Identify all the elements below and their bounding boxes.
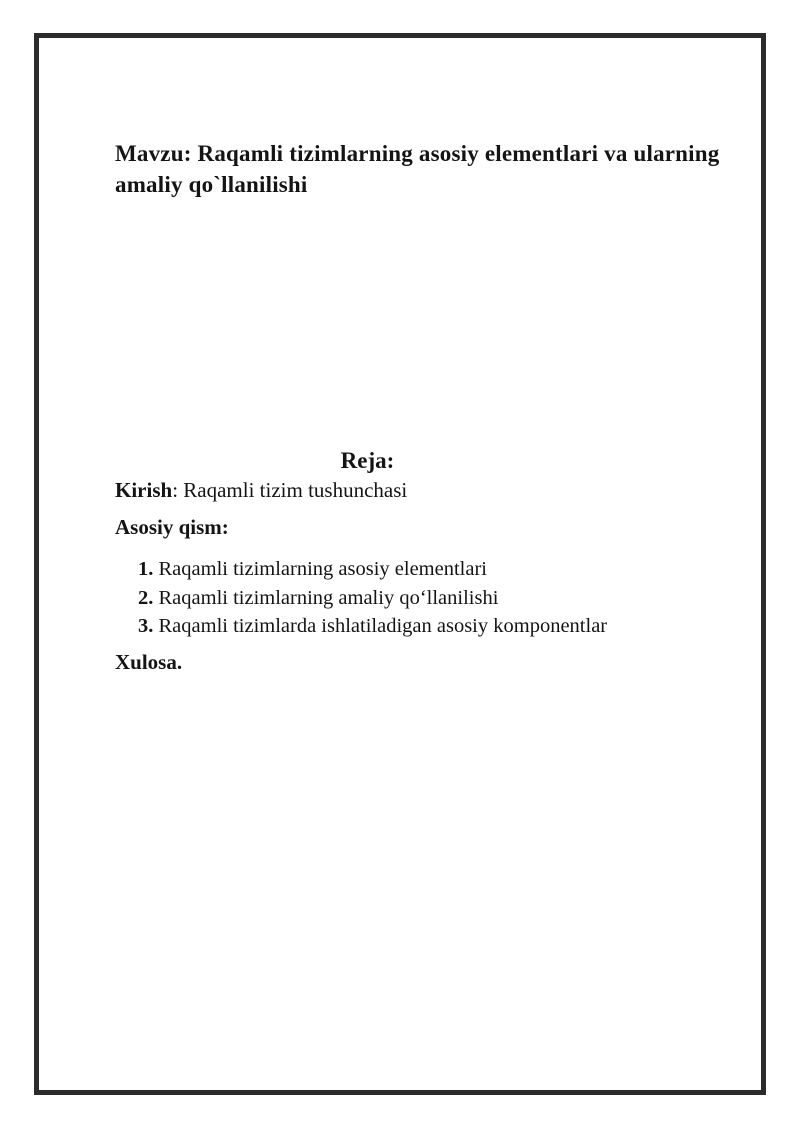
main-section-heading: Asosiy qism: [115,515,229,539]
list-item [138,612,738,641]
list-item-text: Raqamli tizimlarning asosiy elementlari [158,558,487,580]
list-item-number: 3. [138,615,154,637]
intro-label: Kirish [115,478,173,502]
intro-text: : Raqamli tizim tushunchasi [172,478,408,502]
list-item-number: 2. [138,586,154,609]
list-item-text: Raqamli tizimlarning amaliy qo‘llanilishi [158,586,499,609]
list-item-number: 1. [138,558,154,580]
document-title: Mavzu: Raqamli tizimlarning asosiy elementlari va ularning amaliy qo`llanilishi [115,141,720,197]
list-item [138,584,738,613]
conclusion-text: Xulosa. [115,650,183,674]
list-item [138,555,738,584]
plan-list [138,555,738,641]
plan-heading: Reja: [340,448,395,473]
intro-line [115,477,735,504]
list-item-text: Raqamli tizimlarda ishlatiladigan asosiy komponentlar [158,615,608,637]
